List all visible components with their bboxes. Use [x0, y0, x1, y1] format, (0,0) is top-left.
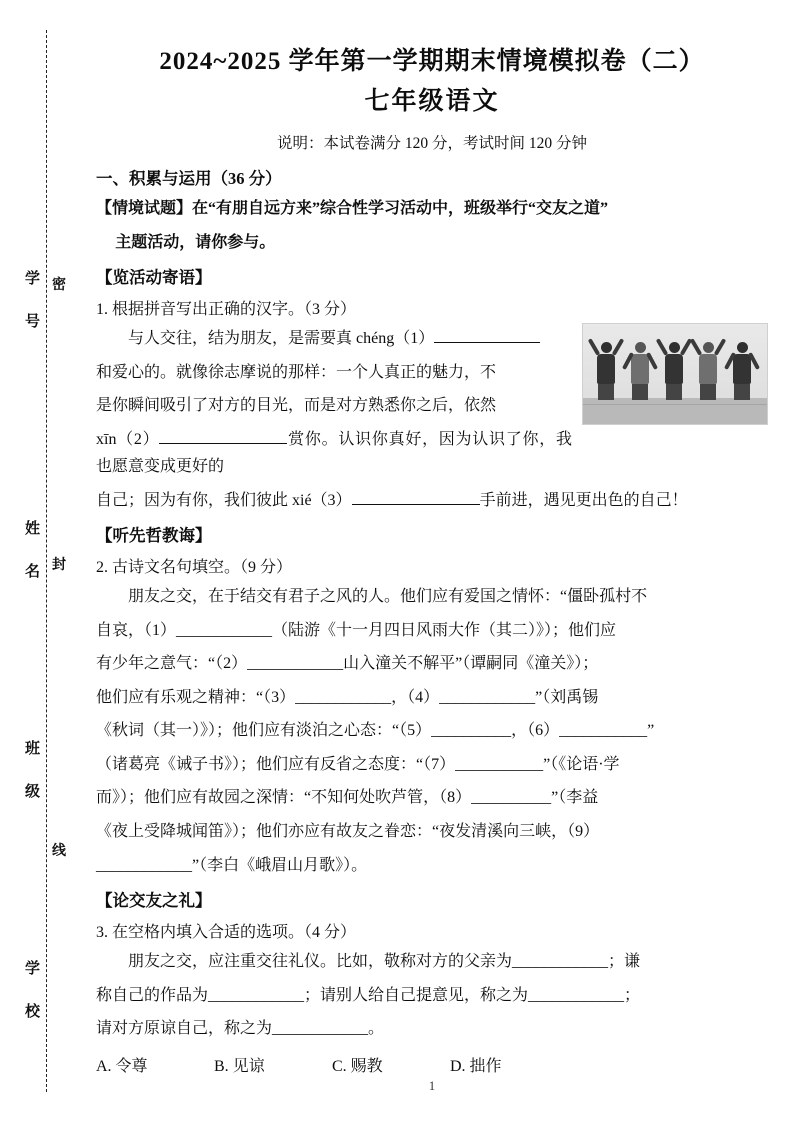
question-3-line3: 请对方原谅自己，称之为____________。 — [96, 1020, 385, 1038]
question-1-stem: 1. 根据拼音写出正确的汉字。（3 分） — [96, 301, 357, 319]
illustration-person — [733, 342, 751, 400]
seal-char-feng: 封 — [52, 552, 66, 576]
answer-blank-1[interactable] — [434, 326, 540, 343]
question-2-stem: 2. 古诗文名句填空。（9 分） — [96, 559, 293, 577]
exam-instruction: 说明：本试卷满分 120 分，考试时间 120 分钟 — [276, 135, 587, 153]
question-2-line: 《秋词（其一）》）；他们应有淡泊之心态：“（5）__________，（6）___________” — [96, 722, 655, 740]
answer-blank-3[interactable] — [352, 488, 480, 505]
page-title: 2024~2025 学年第一学期期末情境模拟卷（二） — [159, 48, 705, 75]
part3-bracket-heading: 【论交友之礼】 — [96, 891, 212, 911]
section-heading-one: 一、积累与运用（36 分） — [96, 169, 282, 189]
question-3-line2: 称自己的作品为____________；请别人给自己提意见，称之为____________； — [96, 986, 641, 1004]
seal-label-student-id: 学 号 — [23, 270, 39, 334]
option-a[interactable]: A. 令尊 — [96, 1057, 148, 1075]
q1-fragment-e: 赏你。认识你真好，因为认识了你，我也愿意变成更好的 — [96, 430, 572, 476]
page-number: 1 — [428, 1079, 436, 1093]
illustration-ground — [583, 398, 767, 424]
seal-label-school: 学 校 — [23, 960, 39, 1024]
question-2-line: 有少年之意气：“（2）____________山入潼关不解平”（谭嗣同《潼关》）； — [96, 655, 599, 673]
question-2-line: 他们应有乐观之精神：“（3）____________，（4）____________”（刘禹锡 — [96, 688, 599, 706]
seal-char-mi: 密 — [52, 272, 66, 296]
situation-prompt-line1: 【情境试题】在“有朋自远方来”综合性学习活动中，班级举行“交友之道” — [96, 200, 609, 218]
seal-label-name: 姓 名 — [23, 520, 39, 584]
question-2-line: 朋友之交，在于结交有君子之风的人。他们应有爱国之情怀：“僵卧孤村不 — [128, 588, 648, 606]
illustration-person — [597, 342, 615, 400]
question-2-line: 自哀，（1）____________（陆游《十一月四日风雨大作（其二）》）；他们应 — [96, 621, 617, 639]
question-1-text-c: 是你瞬间吸引了对方的目光，而是对方熟悉你之后，依然 — [96, 397, 497, 415]
seal-margin-strip — [0, 0, 92, 1122]
part2-bracket-heading: 【听先哲教诲】 — [96, 526, 212, 546]
q1-fragment-f: 自己；因为有你，我们彼此 xié（3） — [96, 491, 352, 509]
exam-paper-body — [96, 0, 768, 1122]
q1-fragment-d: xīn（2） — [96, 430, 160, 448]
illustration-person — [665, 342, 683, 400]
question-1-text-b: 和爱心的。就像徐志摩说的那样：一个人真正的魅力，不 — [96, 363, 497, 381]
option-d[interactable]: D. 拙作 — [450, 1057, 502, 1075]
illustration-person — [699, 342, 717, 400]
question-2-line: ____________”（李白《峨眉山月歌》）。 — [96, 856, 368, 874]
seal-dashed-line — [46, 30, 47, 1092]
question-3-stem: 3. 在空格内填入合适的选项。（4 分） — [96, 924, 357, 942]
answer-blank-2[interactable] — [159, 427, 287, 444]
question-1-text-d — [96, 426, 768, 481]
illustration-person — [631, 342, 649, 400]
seal-char-xian: 线 — [52, 838, 66, 862]
question-2-line: 《夜上受降城闻笛》）；他们亦应有故友之眷恋：“夜发清溪向三峡，（9） — [96, 822, 600, 840]
situation-prompt-line2: 主题活动，请你参与。 — [115, 233, 276, 251]
question-3-options — [96, 1053, 768, 1076]
part1-bracket-heading: 【览活动寄语】 — [96, 268, 212, 288]
option-b[interactable]: B. 见谅 — [214, 1057, 265, 1075]
question-2-line: 而》）；他们应有故园之深情：“不知何处吹芦管，（8）__________”（李益 — [96, 789, 599, 807]
q1-fragment-a: 与人交往，结为朋友，是需要真 chéng（1） — [128, 330, 435, 348]
question-2-line: （诸葛亮《诫子书》）；他们应有反省之态度：“（7）___________”（《论语·学 — [96, 755, 620, 773]
option-c[interactable]: C. 赐教 — [332, 1057, 383, 1075]
question-3-line1: 朋友之交，应注重交往礼仪。比如，敬称对方的父亲为____________；谦 — [128, 953, 641, 971]
page-subtitle: 七年级语文 — [364, 88, 500, 116]
q1-fragment-g: 手前进，遇见更出色的自己！ — [479, 491, 688, 509]
seal-label-class: 班 级 — [23, 740, 39, 804]
friends-illustration — [582, 323, 768, 425]
question-1-text-f — [96, 487, 768, 515]
